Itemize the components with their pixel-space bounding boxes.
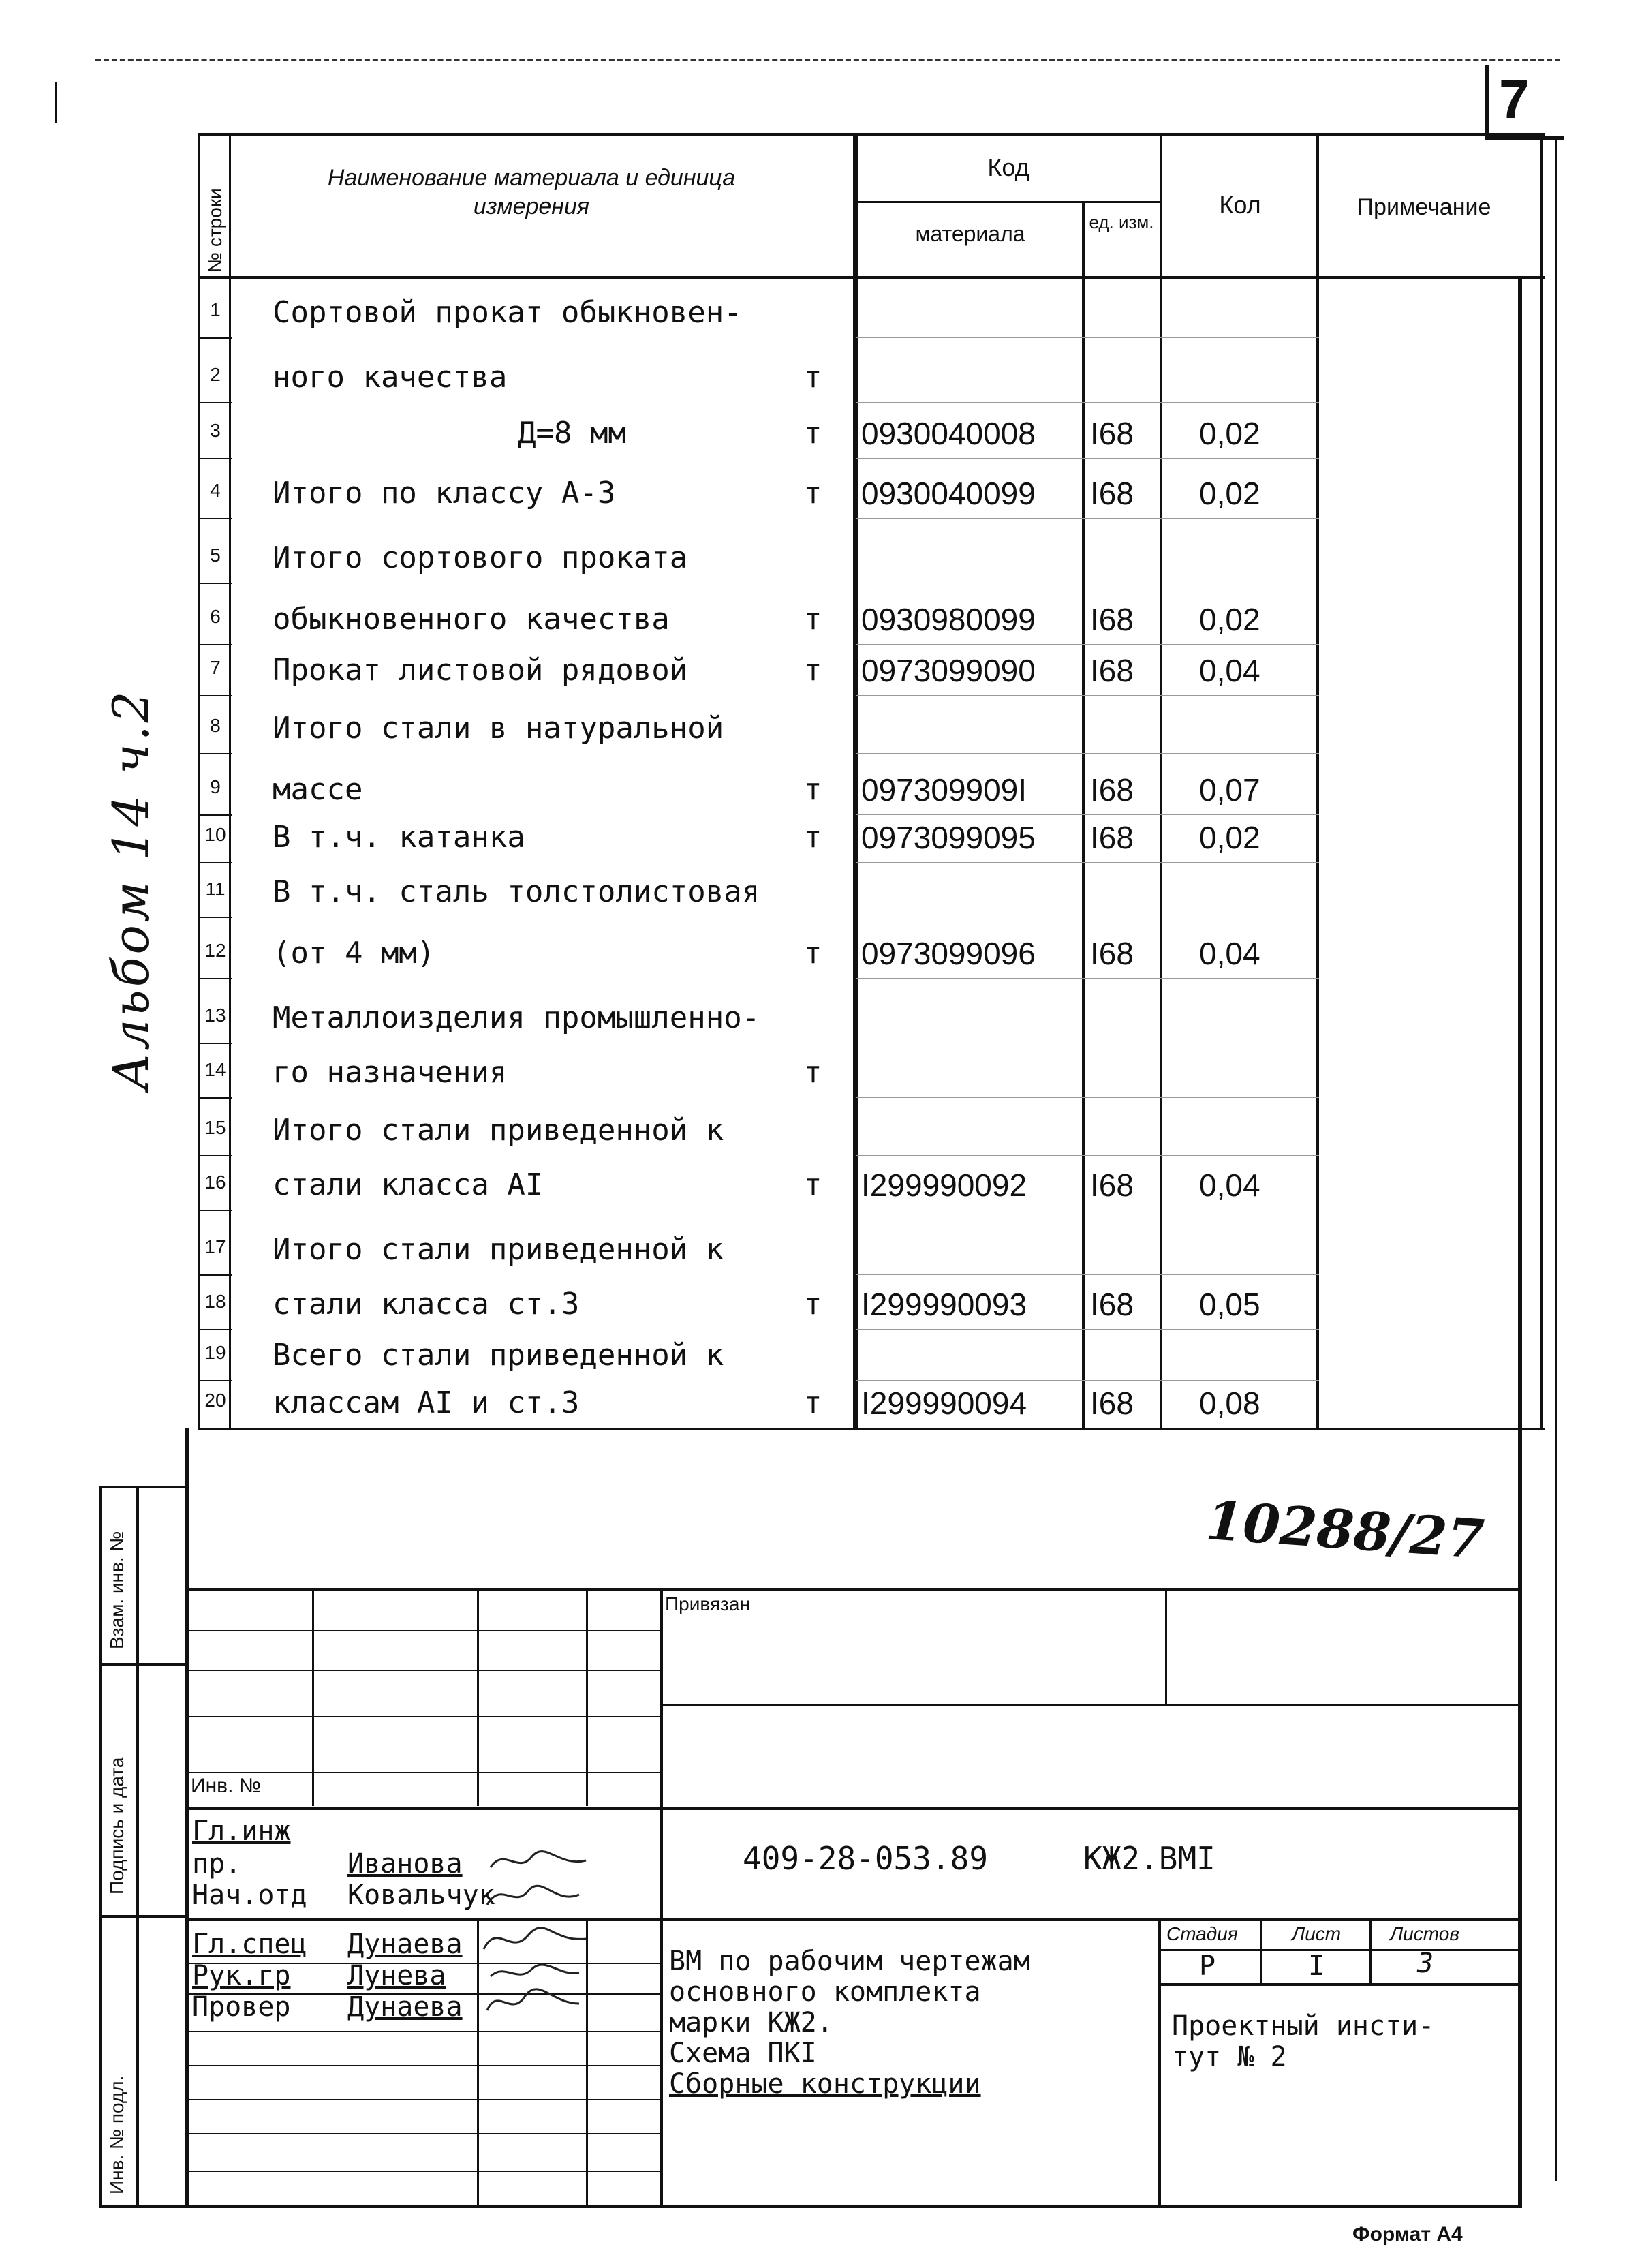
title-line-3: марки КЖ2.	[669, 2007, 833, 2038]
col-header-name: Наименование материала и единица измерения	[327, 165, 736, 219]
row-divider	[856, 1097, 1319, 1098]
row-material-code: I299990092	[861, 1167, 1027, 1203]
row-unit: т	[804, 1287, 822, 1321]
row-material-code: 0930980099	[861, 602, 1036, 637]
sheet-label: Лист	[1292, 1923, 1342, 1944]
row-divider	[856, 1155, 1319, 1156]
name-6: Дунаева	[347, 1991, 463, 2023]
row-divider	[198, 1043, 232, 1044]
row-material-code: 0973099095	[861, 820, 1036, 855]
row-number: 1	[210, 299, 221, 320]
format-label: Формат А4	[1352, 2223, 1463, 2246]
row-number: 16	[204, 1171, 226, 1193]
row-unit: т	[804, 1055, 822, 1090]
row-divider	[198, 1329, 232, 1330]
row-unit-code: I68	[1090, 476, 1134, 511]
row-divider	[198, 753, 232, 754]
row-divider	[198, 917, 232, 918]
org-line-1: Проектный инсти-	[1172, 2010, 1435, 2042]
doc-mark: КЖ2.ВМI	[1083, 1840, 1215, 1877]
row-quantity: 0,04	[1199, 936, 1260, 971]
row-divider	[856, 753, 1319, 754]
row-unit: т	[804, 360, 822, 395]
row-unit-code: I68	[1090, 772, 1134, 808]
left-margin-mark	[55, 82, 57, 123]
row-name: Д=8 мм	[518, 416, 626, 450]
role-2: пр.	[192, 1848, 242, 1880]
title-line-1: ВМ по рабочим чертежам	[669, 1946, 1030, 1977]
row-unit-code: I68	[1090, 602, 1134, 637]
row-number: 19	[204, 1342, 226, 1363]
col-header-row-no: № строки	[204, 188, 226, 273]
title-line-2: основного комплекта	[669, 1976, 981, 2008]
row-number: 2	[210, 364, 221, 385]
row-quantity: 0,07	[1199, 772, 1260, 808]
row-unit-code: I68	[1090, 1167, 1134, 1203]
row-quantity: 0,02	[1199, 476, 1260, 511]
inv-no-label: Инв. №	[191, 1775, 261, 1797]
col-header-note: Примечание	[1357, 194, 1491, 220]
row-number: 13	[204, 1005, 226, 1026]
row-material-code: 0973099096	[861, 936, 1036, 971]
row-unit-code: I68	[1090, 936, 1134, 971]
row-divider	[198, 458, 232, 459]
row-divider	[198, 518, 232, 519]
side-label-inv-podl: Инв. № подл.	[106, 2075, 127, 2194]
row-number: 12	[204, 940, 226, 961]
row-unit: т	[804, 602, 822, 637]
row-number: 8	[210, 715, 221, 736]
row-divider	[198, 337, 232, 339]
album-label: Альбом 14 ч.2	[102, 688, 159, 1090]
doc-code: 409-28-053.89	[743, 1840, 989, 1877]
row-name: го назначения	[273, 1055, 508, 1090]
role-1: Гл.инж	[192, 1815, 291, 1847]
row-number: 17	[204, 1236, 226, 1257]
title-line-4: Схема ПКI	[669, 2038, 817, 2069]
stage-label: Стадия	[1166, 1923, 1238, 1944]
row-unit: т	[804, 936, 822, 970]
row-unit: т	[804, 1385, 822, 1420]
row-divider	[856, 814, 1319, 815]
row-number: 11	[205, 878, 226, 900]
row-name: обыкновенного качества	[273, 602, 670, 637]
row-name: стали класса ст.3	[273, 1287, 580, 1321]
row-divider	[198, 583, 232, 584]
row-name: В т.ч. сталь толстолистовая	[273, 874, 760, 909]
row-name: Итого стали в натуральной	[273, 711, 724, 746]
row-quantity: 0,05	[1199, 1287, 1260, 1322]
col-header-code: Код	[987, 153, 1029, 181]
row-divider	[856, 1329, 1319, 1330]
row-divider	[856, 402, 1319, 403]
row-quantity: 0,04	[1199, 1167, 1260, 1203]
row-material-code: I299990094	[861, 1385, 1027, 1421]
row-material-code: 0973099090	[861, 653, 1036, 688]
row-divider	[198, 644, 232, 645]
row-material-code: 097309909I	[861, 772, 1027, 808]
row-number: 10	[204, 824, 226, 845]
row-unit-code: I68	[1090, 416, 1134, 451]
row-quantity: 0,02	[1199, 602, 1260, 637]
row-divider	[198, 695, 232, 696]
side-label-podpis: Подпись и дата	[106, 1757, 127, 1895]
row-number: 7	[210, 657, 221, 678]
col-header-qty: Кол	[1219, 191, 1261, 219]
row-name: (от 4 мм)	[273, 936, 435, 970]
row-number: 6	[210, 606, 221, 627]
row-unit-code: I68	[1090, 820, 1134, 855]
privyazan-label: Привязан	[665, 1593, 750, 1614]
sheet-value: I	[1308, 1950, 1325, 1982]
row-divider	[856, 337, 1319, 338]
sheets-value: 3	[1417, 1948, 1434, 1979]
row-quantity: 0,04	[1199, 653, 1260, 688]
row-material-code: 0930040099	[861, 476, 1036, 511]
row-material-code: 0930040008	[861, 416, 1036, 451]
row-unit: т	[804, 416, 822, 450]
row-divider	[856, 978, 1319, 979]
row-name: В т.ч. катанка	[273, 820, 525, 855]
row-unit: т	[804, 1167, 822, 1202]
row-unit: т	[804, 653, 822, 688]
title-line-5: Сборные конструкции	[669, 2068, 981, 2100]
row-divider	[198, 402, 232, 403]
row-number: 15	[204, 1117, 226, 1138]
row-number: 5	[210, 545, 221, 566]
row-unit-code: I68	[1090, 1385, 1134, 1421]
row-name: Итого стали приведенной к	[273, 1232, 724, 1267]
role-6: Провер	[192, 1991, 291, 2023]
role-3: Нач.отд	[192, 1880, 307, 1911]
row-divider	[198, 814, 232, 816]
name-2: Иванова	[347, 1848, 463, 1880]
role-4: Гл.спец	[192, 1929, 307, 1960]
row-unit-code: I68	[1090, 653, 1134, 688]
row-divider	[198, 1155, 232, 1156]
row-divider	[198, 1097, 232, 1099]
row-name: массе	[273, 772, 363, 807]
row-name: Итого сортового проката	[273, 540, 688, 575]
org-line-2: тут № 2	[1172, 2041, 1287, 2072]
signature-marks	[477, 1840, 600, 2017]
row-name: Всего стали приведенной к	[273, 1338, 724, 1373]
row-material-code: I299990093	[861, 1287, 1027, 1322]
row-divider	[856, 1274, 1319, 1275]
top-border	[95, 59, 1560, 61]
row-number: 18	[204, 1291, 226, 1312]
row-divider	[856, 695, 1319, 696]
row-divider	[856, 644, 1319, 645]
row-number: 9	[210, 776, 221, 797]
sheet-number: 7	[1499, 69, 1530, 129]
row-quantity: 0,08	[1199, 1385, 1260, 1421]
row-unit: т	[804, 772, 822, 807]
row-unit-code: I68	[1090, 1287, 1134, 1322]
row-number: 3	[210, 420, 221, 441]
row-divider	[856, 458, 1319, 459]
sheets-label: Листов	[1390, 1923, 1459, 1944]
row-divider	[198, 862, 232, 863]
name-3: Ковальчук	[347, 1880, 495, 1911]
row-name: стали класса АI	[273, 1167, 544, 1202]
row-divider	[856, 1380, 1319, 1381]
row-number: 20	[204, 1390, 226, 1411]
row-name: Металлоизделия промышленно-	[273, 1000, 760, 1035]
col-header-code-material: материала	[915, 221, 1025, 246]
row-divider	[198, 1274, 232, 1276]
row-divider	[198, 1210, 232, 1211]
row-divider	[198, 978, 232, 979]
stage-value: Р	[1199, 1950, 1216, 1982]
role-5: Рук.гр	[192, 1960, 291, 1991]
name-5: Лунева	[347, 1960, 446, 1991]
right-margin-line	[1555, 136, 1557, 2181]
row-name: классам АI и ст.3	[273, 1385, 580, 1420]
row-number: 14	[204, 1059, 226, 1080]
row-divider	[856, 518, 1319, 519]
row-unit: т	[804, 476, 822, 510]
col-header-code-unit: ед. изм.	[1089, 212, 1154, 232]
row-name: Сортовой прокат обыкновен-	[273, 295, 742, 330]
row-unit: т	[804, 820, 822, 855]
name-4: Дунаева	[347, 1929, 463, 1960]
row-quantity: 0,02	[1199, 820, 1260, 855]
row-divider	[856, 862, 1319, 863]
row-divider	[198, 1380, 232, 1381]
handwritten-number: 10288/27	[1204, 1489, 1487, 1572]
row-name: Итого по классу А-3	[273, 476, 616, 510]
row-number: 4	[210, 480, 221, 501]
row-name: Итого стали приведенной к	[273, 1113, 724, 1148]
row-name: Прокат листовой рядовой	[273, 653, 688, 688]
side-label-vzam: Взам. инв. №	[106, 1531, 127, 1649]
row-quantity: 0,02	[1199, 416, 1260, 451]
row-name: ного качества	[273, 360, 508, 395]
